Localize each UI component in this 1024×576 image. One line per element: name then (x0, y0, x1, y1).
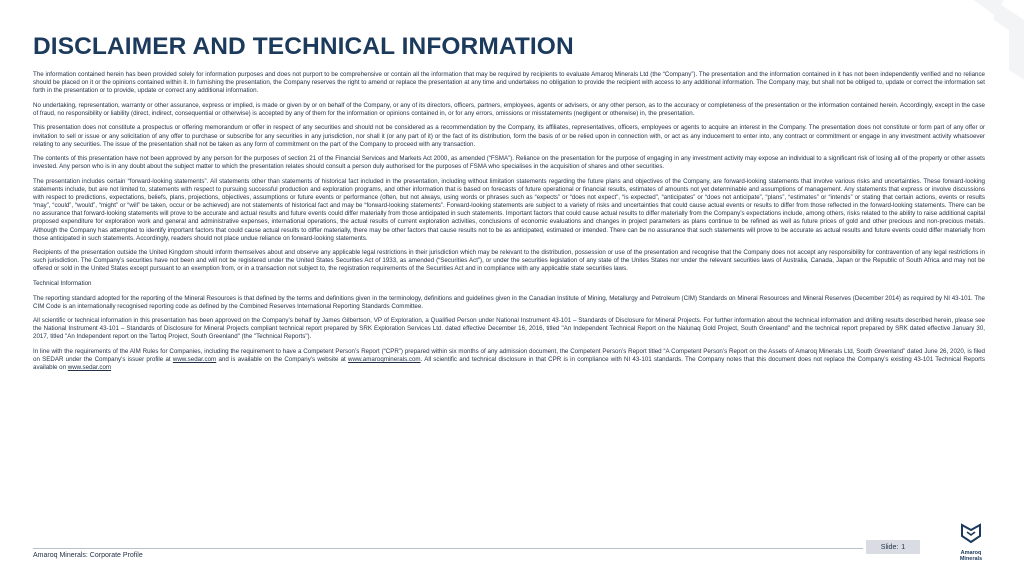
aim-text-2: and is available on the Company’s website at (216, 356, 349, 364)
disclaimer-body (33, 71, 985, 379)
paragraph-reporting-standard: The reporting standard adopted for the reporting of the Mineral Resources is that defined by the terms and definitions given in the terminology, definitions and guidelines given in the Canadian Institute of Mining, Metallurgy and Petroleum (CIM) Standards on Mineral Resources and Mineral Reserves (December 2014) as required by NI 43-101. The CIM Code is an internationally recognised reporting code as defined by the Combined Reserves International Reporting Standards Committee. (33, 294, 985, 310)
paragraph-no-undertaking: No undertaking, representation, warranty or other assurance, express or implied, is made or given by or on behalf of the Company, or any of its directors, officers, partners, employees, agents or advisers, or any other person, as to the accuracy or completeness of the presentation or the information contained herein. Accordingly, except in the case of fraud, no responsibility or liability (direct, indirect, consequential or otherwise) is accepted by any of them for the information or opinions contained in, or for any errors, omissions or misstatements (negligent or otherwise) in, the presentation. (33, 101, 985, 117)
sedar-link-2[interactable]: www.sedar.com (67, 364, 112, 372)
paragraph-qualified-person: All scientific or technical information in this presentation has been approved on the Company’s behalf by James Gilbertson, VP of Exploration, a Qualified Person under National Instrument 43-101 – Standards of Disclosure for Mineral Projects. For further information about the technical information and drilling results described herein, please see the National Instrument 43-101 – Standards of Disclosure for Mineral Projects compliant technical report prepared by SRK Exploration Services Ltd. dated effective December 16, 2016, titled "An Independent Technical Report on the Nalunaq Gold Project, South Greenland" and the technical report prepared by SRK dated effective January 30, 2017, titled "An Independent report on the Tartoq Project, South Greenland" (the "Technical Reports"). (33, 317, 985, 341)
paragraph-forward-looking: The presentation includes certain “forward-looking statements”. All statements other than statements of historical fact included in the presentation, including without limitation statements regarding the future plans and objectives of the Company, are forward-looking statements that involve various risks and uncertainties. These forward-looking statements include, but are not limited to, statements with respect to pursuing successful production and exploration programs, and other information that is based on forecasts of future operational or financial results, estimates of amounts not yet determinable and assumptions of management. Any statements that express or involve discussions with respect to predictions, expectations, beliefs, plans, projections, objectives, assumptions or future events or performance (often, but not always, using words or phrases such as “expects” or “does not expect”, “is expected”, “anticipates” or “does not anticipate”, “plans”, “estimates” or “intends” or stating that certain actions, events or results “may”, “could”, “would”, “might” or “will” be taken, occur or be achieved) are not statements of historical fact and may be “forward-looking statements”. Forward-looking statements are subject to a variety of risks and uncertainties that could cause actual events or results to differ from those reflected in the forward-looking statements. There can be no assurance that forward-looking statements will prove to be accurate and actual results and future events could differ materially from those anticipated in such statements. Important factors that could cause actual results to differ materially from the Company’s expectations include, among others, risks related to the ability to raise additional capital proposed expenditure for exploration work and general and administrative expenses, international operations, the actual results of current exploration activities, conclusions of economic evaluations and changes in project parameters as plans continue to be refined as well as future prices of gold and other precious and non-precious metals. Although the Company has attempted to identify important factors that could cause actual results to differ materially, there may be other factors that cause results not to be as anticipated, estimated or intended. There can be no assurance that such statements will prove to be accurate as actual results and future events could differ materially from those anticipated in such statements. Accordingly, readers should not place undue reliance on forward-looking statements. (33, 177, 985, 242)
paragraph-no-prospectus: This presentation does not constitute a prospectus or offering memorandum or offer in respect of any securities and should not be considered as a recommendation by the Company, its affiliates, representatives, officers, employees or agents to acquire an interest in the Company. The presentation does not constitute or form part of any offer or invitation to sell or issue or any solicitation of any offer to purchase or subscribe for any securities in any jurisdiction, nor shall it (or any part of it) or the fact of its distribution, form the basis of or be relied upon in connection with, or act as any inducement to enter into, any contract or commitment or engage in any investment activity whatsoever relating to any securities. The issue of the presentation shall not be taken as any form of commitment on the part of the Company to proceed with any transaction. (33, 124, 985, 148)
footer-divider (33, 548, 863, 549)
aim-text-3: . All scientific and technical disclosure in that CPR is in compliance with NI 43-101 standards. The Company notes that this document does not replace the Company’s existing 43-101 Technical Reports available on (33, 356, 985, 372)
logo-text: Amaroq Minerals (959, 550, 983, 562)
paragraph-intro: The information contained herein has been provided solely for information purposes and does not purport to be comprehensive or contain all the information that may be required by recipients to evaluate Amaroq Minerals Ltd (the “Company”). The presentation and the information contained in it has not been independently verified and no reliance should be placed on it or the opinions contained within it. In furnishing the presentation, the Company reserves the right to amend or replace the presentation at any time and undertakes no obligation to provide the recipient with access to any additional information. The Company may, but shall not be obliged to, update or correct the information set forth in the presentation or to provide, update or correct any additional information. (33, 71, 985, 95)
watermark-logo (954, 0, 1024, 80)
aim-text-1: In line with the requirements of the AIM Rules for Companies, including the requirement to have a Competent Person’s Report (“CPR”) prepared within six months of any admission document, the Competent Person’s Report titled “A Competent Person’s Report on the Assets of Amaroq Minerals Ltd, South Greenland” dated June 26, 2020, is filed on SEDAR under the Company’s issuer profile at (33, 348, 985, 364)
section-heading-technical: Technical Information (33, 279, 92, 287)
company-logo (950, 522, 992, 562)
slide-label: Slide: (880, 543, 899, 551)
footer-title: Amaroq Minerals: Corporate Profile (33, 552, 143, 559)
paragraph-fsma: The contents of this presentation have not been approved by any person for the purposes of section 21 of the Financial Services and Markets Act 2000, as amended (“FSMA”). Reliance on the presentation for the purpose of engaging in any investment activity may expose an individual to a significant risk of losing all of the property or other assets invested. Any person who is in any doubt about the subject matter to which the presentation relates should consult a person duly authorised for the purposes of FSMA who specialises in the acquisition of shares and other securities. (33, 155, 985, 171)
paragraph-aim-rules (33, 348, 985, 372)
amaroq-logo-icon (960, 522, 982, 544)
slide-number: 1 (901, 543, 906, 551)
paragraph-recipients: Recipients of the presentation outside the United Kingdom should inform themselves about and observe any applicable legal restrictions in their jurisdiction which may be relevant to the distribution, possession or use of the presentation and recognise that the Company does not accept any responsibility for contravention of any legal restrictions in such jurisdiction. The Company’s securities have not been and will not be registered under the United States Securities Act of 1933, as amended (“Securities Act”), or under the securities legislation of any state of the Unites States nor under the relevant securities laws of Australia, Canada, Japan or the Republic of South Africa and may not be offered or sold in the United States except pursuant to an exemption from, or in a transaction not subject to, the registration requirements of the Securities Act and in compliance with any applicable state securities laws. (33, 249, 985, 273)
slide-number-badge (866, 540, 920, 554)
amaroq-website-link[interactable]: www.amaroqminerals.com (348, 356, 421, 364)
page-title: DISCLAIMER AND TECHNICAL INFORMATION (33, 33, 574, 60)
sedar-link[interactable]: www.sedar.com (172, 356, 217, 364)
